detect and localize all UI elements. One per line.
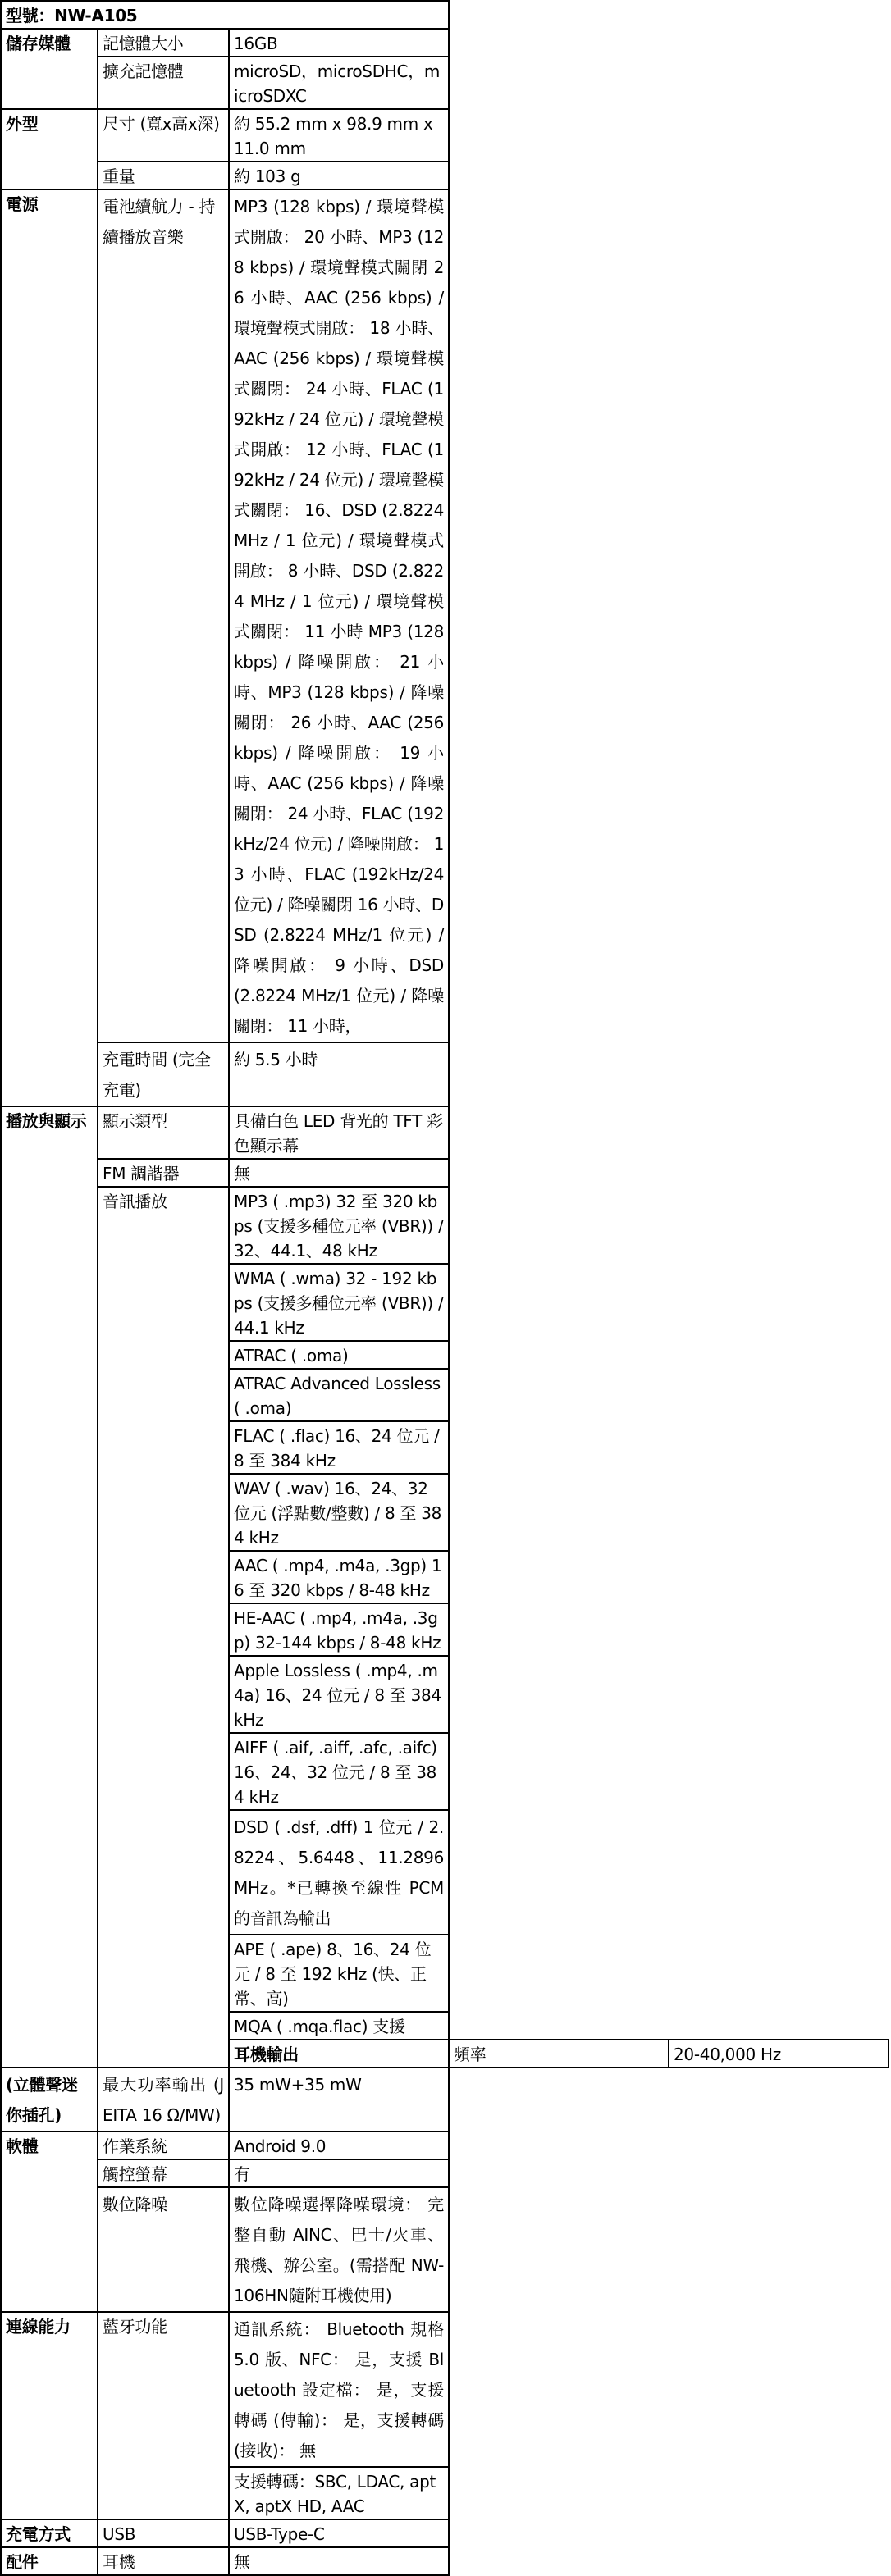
table-row: [1, 1106, 889, 1159]
value-cell: 無: [229, 2547, 449, 2575]
value-cell: ATRAC ( .oma): [229, 1341, 449, 1369]
table-row: [1, 57, 889, 109]
table-row: [1, 109, 889, 162]
item-cell: USB: [98, 2519, 229, 2547]
value-cell: MP3 (128 kbps) / 環境聲模式開啟： 20 小時、MP3 (128 kbps) / 環境聲模式關閉 26 小時、AAC (256 kbps) / 環境聲模式開啟： 18 小時、AAC (256 kbps) / 環境聲模式關閉： 24 小時、FLAC (192kHz / 24 位元) / 環境聲模式開啟： 12 小時、FLAC (192kHz / 24 位元) / 環境聲模式關閉： 16、DSD (2.8224 MHz / 1 位元) / 環境聲模式開啟： 8 小時、DSD (2.8224 MHz / 1 位元) / 環境聲模式關閉： 11 小時 MP3 (128 kbps) / 降噪開啟： 21 小時、MP3 (128 kbps) / 降噪關閉： 26 小時、AAC (256 kbps) / 降噪開啟： 19 小時、AAC (256 kbps) / 降噪關閉： 24 小時、FLAC (192kHz/24 位元) / 降噪開啟： 13 小時、FLAC (192kHz/24 位元) / 降噪關閉 16 小時、DSD (2.8224 MHz/1 位元) / 降噪開啟： 9 小時、DSD (2.8224 MHz/1 位元) / 降噪關閉： 11 小時，: [229, 189, 449, 1042]
value-cell: 無: [229, 1159, 449, 1187]
item-cell: 頻率: [449, 2040, 669, 2068]
item-cell: 音訊播放: [98, 1187, 229, 2068]
model-row: [1, 1, 889, 29]
item-cell: 藍牙功能: [98, 2312, 229, 2519]
item-cell: 電池續航力 - 持續播放音樂: [98, 189, 229, 1042]
table-row: [1, 189, 889, 1042]
value-cell: AAC ( .mp4, .m4a, .3gp) 16 至 320 kbps / 8-48 kHz: [229, 1551, 449, 1603]
table-row: [1, 2131, 889, 2159]
category-cell: 外型: [1, 109, 98, 189]
value-cell: 16GB: [229, 29, 449, 57]
value-cell: AIFF ( .aif, .aiff, .afc, .aifc) 16、24、32 位元 / 8 至 384 kHz: [229, 1733, 449, 1810]
value-cell: microSD，microSDHC，microSDXC: [229, 57, 449, 109]
category-cell: 播放與顯示: [1, 1106, 98, 2068]
category-cell: 充電方式: [1, 2519, 98, 2547]
category-cell: 連線能力: [1, 2312, 98, 2519]
value-cell: MP3 ( .mp3) 32 至 320 kbps (支援多種位元率 (VBR)) / 32、44.1、48 kHz: [229, 1187, 449, 1264]
item-cell: 尺寸 (寬x高x深): [98, 109, 229, 162]
value-cell: 35 mW+35 mW: [229, 2068, 449, 2131]
value-cell: WAV ( .wav) 16、24、32 位元 (浮點數/整數) / 8 至 384 kHz: [229, 1474, 449, 1551]
value-cell: WMA ( .wma) 32 - 192 kbps (支援多種位元率 (VBR)) / 44.1 kHz: [229, 1264, 449, 1341]
category-cell: (立體聲迷你插孔): [1, 2068, 98, 2131]
category-cell: 耳機輸出: [229, 2040, 449, 2068]
item-cell: 重量: [98, 162, 229, 189]
value-cell: DSD ( .dsf, .dff) 1 位元 / 2.8224、5.6448、11.2896 MHz。*已轉換至線性 PCM 的音訊為輸出: [229, 1810, 449, 1935]
item-cell: 記憶體大小: [98, 29, 229, 57]
value-cell: 有: [229, 2159, 449, 2187]
category-cell: 電源: [1, 189, 98, 1106]
table-row: [1, 2068, 889, 2131]
table-row: [1, 2312, 889, 2467]
table-row: [1, 2159, 889, 2187]
category-cell: 軟體: [1, 2131, 98, 2312]
category-cell: 儲存媒體: [1, 29, 98, 109]
value-cell: 約 103 g: [229, 162, 449, 189]
value-cell: MQA ( .mqa.flac) 支援: [229, 2012, 449, 2040]
item-cell: FM 調諧器: [98, 1159, 229, 1187]
item-cell: 顯示類型: [98, 1106, 229, 1159]
table-row: [1, 2187, 889, 2312]
value-cell: Android 9.0: [229, 2131, 449, 2159]
value-cell: 通訊系統： Bluetooth 規格 5.0 版、NFC： 是，支援 Bluetooth 設定檔： 是，支援轉碼 (傳輸)： 是，支援轉碼 (接收)： 無: [229, 2312, 449, 2467]
table-row: [1, 2547, 889, 2575]
item-cell: 擴充記憶體: [98, 57, 229, 109]
model-title: 型號：NW-A105: [1, 1, 449, 29]
value-cell: Apple Lossless ( .mp4, .m4a) 16、24 位元 / 8 至 384 kHz: [229, 1656, 449, 1733]
value-cell: HE-AAC ( .mp4, .m4a, .3gp) 32-144 kbps / 8-48 kHz: [229, 1603, 449, 1656]
value-cell: ATRAC Advanced Lossless ( .oma): [229, 1369, 449, 1421]
table-row: [1, 1159, 889, 1187]
value-cell: 具備白色 LED 背光的 TFT 彩色顯示幕: [229, 1106, 449, 1159]
item-cell: 數位降噪: [98, 2187, 229, 2312]
value-cell: 20-40,000 Hz: [669, 2040, 889, 2068]
value-cell: 約 55.2 mm x 98.9 mm x 11.0 mm: [229, 109, 449, 162]
value-cell: APE ( .ape) 8、16、24 位元 / 8 至 192 kHz (快、正常、高): [229, 1935, 449, 2012]
value-cell: 約 5.5 小時: [229, 1042, 449, 1106]
table-row: [1, 162, 889, 189]
value-cell: 數位降噪選擇降噪環境： 完整自動 AINC、巴士/火車、飛機、辦公室。(需搭配 NW-106HN隨附耳機使用): [229, 2187, 449, 2312]
item-cell: 耳機: [98, 2547, 229, 2575]
value-cell: 支援轉碼：SBC, LDAC, aptX, aptX HD, AAC: [229, 2467, 449, 2519]
table-row: [1, 1187, 889, 1264]
value-cell: FLAC ( .flac) 16、24 位元 / 8 至 384 kHz: [229, 1421, 449, 1474]
item-cell: 作業系統: [98, 2131, 229, 2159]
item-cell: 觸控螢幕: [98, 2159, 229, 2187]
item-cell: 最大功率輸出 (JEITA 16 Ω/MW): [98, 2068, 229, 2131]
item-cell: 充電時間 (完全充電): [98, 1042, 229, 1106]
table-row: [1, 1042, 889, 1106]
value-cell: USB-Type-C: [229, 2519, 449, 2547]
table-row: [1, 29, 889, 57]
category-cell: 配件: [1, 2547, 98, 2575]
table-row: [1, 2519, 889, 2547]
